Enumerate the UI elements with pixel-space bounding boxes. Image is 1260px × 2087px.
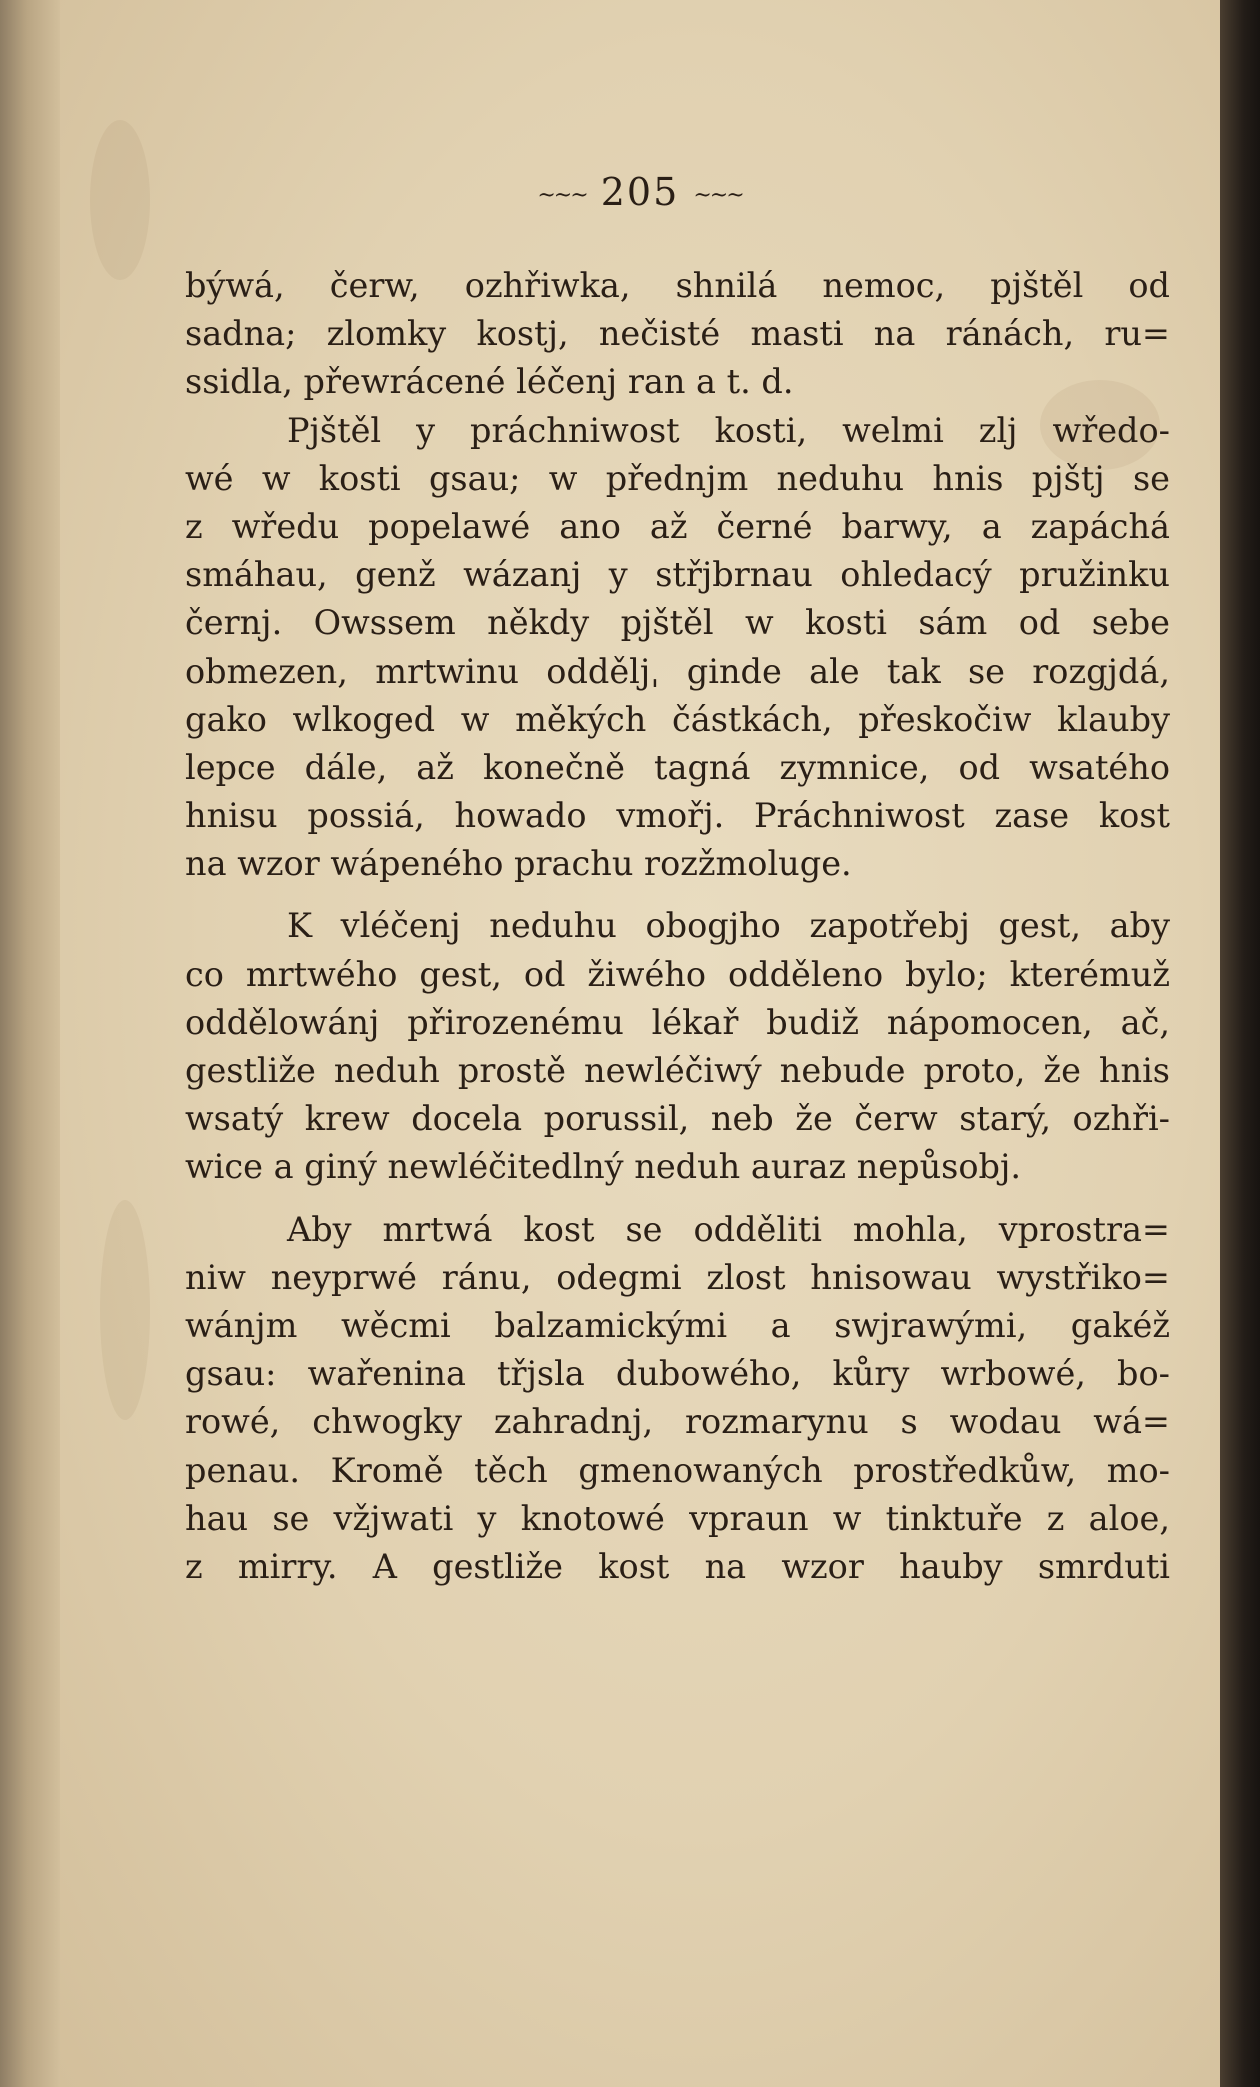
- text-line: Pjštěl y práchniwost kosti, welmi zlj wředo-: [287, 410, 1170, 450]
- text-line: z mirry. A gestliže kost na wzor hauby smrduti: [185, 1546, 1170, 1586]
- text-line: lepce dále, až konečně tagná zymnice, od wsatého: [185, 747, 1170, 787]
- text-line: gestliže neduh prostě newléčiwý nebude proto, že hnis: [185, 1051, 1170, 1090]
- header-ornament-left: ~~~: [537, 183, 587, 208]
- paragraph: [185, 407, 1170, 889]
- paragraph: [185, 1206, 1170, 1592]
- text-line: býwá, čerw, ozhřiwka, shnilá nemoc, pjštěl od: [185, 266, 1170, 305]
- text-line: hau se vžjwati y knotowé vpraun w tinktuře z aloe,: [185, 1498, 1170, 1538]
- header-ornament-right: ~~~: [693, 183, 743, 208]
- text-line: z wředu popelawé ano až černé barwy, a zapáchá: [185, 506, 1170, 546]
- paragraph: [185, 262, 1170, 407]
- page-paper: [60, 0, 1220, 2087]
- text-line: oddělowánj přirozenému lékař budiž nápomocen, ač,: [185, 1002, 1170, 1042]
- text-line: černj. Owssem někdy pjštěl w kosti sám od sebe: [185, 603, 1170, 643]
- text-line: sadna; zlomky kostj, nečisté masti na ránách, ru=: [185, 314, 1170, 354]
- text-line: ssidla, přewrácené léčenj ran a t. d.: [185, 362, 794, 402]
- page-outer-edge: [1220, 0, 1260, 2087]
- text-line: penau. Kromě těch gmenowaných prostředkůw, mo-: [185, 1450, 1170, 1490]
- text-line: hnisu possiá, howado vmořj. Práchniwost zase kost: [185, 796, 1170, 836]
- text-line: wice a giný newléčitedlný neduh auraz nepůsobj.: [185, 1147, 1021, 1187]
- text-line: rowé, chwogky zahradnj, rozmarynu s wodau wá=: [185, 1402, 1170, 1442]
- text-line: gako wlkoged w měkých částkách, přeskočiw klauby: [185, 699, 1170, 739]
- text-line: obmezen, mrtwinu odděljˌ ginde ale tak se rozgjdá,: [185, 651, 1170, 691]
- text-line: na wzor wápeného prachu rozžmoluge.: [185, 844, 852, 884]
- page-body-text: [185, 262, 1170, 1591]
- paragraph: [185, 902, 1170, 1191]
- text-line: Aby mrtwá kost se odděliti mohla, vprostra=: [287, 1209, 1170, 1249]
- paper-stain: [100, 1200, 150, 1420]
- text-line: niw neyprwé ránu, odegmi zlost hnisowau wystřiko=: [185, 1257, 1170, 1297]
- text-line: gsau: wařenina třjsla dubowého, kůry wrbowé, bo-: [185, 1354, 1170, 1394]
- page-number: 205: [600, 170, 680, 214]
- text-line: smáhau, genž wázanj y střjbrnau ohledacý pružinku: [185, 555, 1170, 595]
- page-binding-edge: [0, 0, 60, 2087]
- text-line: wé w kosti gsau; w přednjm neduhu hnis pjštj se: [185, 458, 1170, 498]
- text-line: co mrtwého gest, od žiwého odděleno bylo; kterémuž: [185, 954, 1170, 994]
- text-line: K vléčenj neduhu obogjho zapotřebj gest, aby: [287, 906, 1170, 946]
- page-header: [60, 170, 1220, 214]
- text-line: wánjm wěcmi balzamickými a swjrawými, gakéž: [185, 1305, 1170, 1345]
- text-line: wsatý krew docela porussil, neb že čerw starý, ozhři-: [185, 1099, 1170, 1139]
